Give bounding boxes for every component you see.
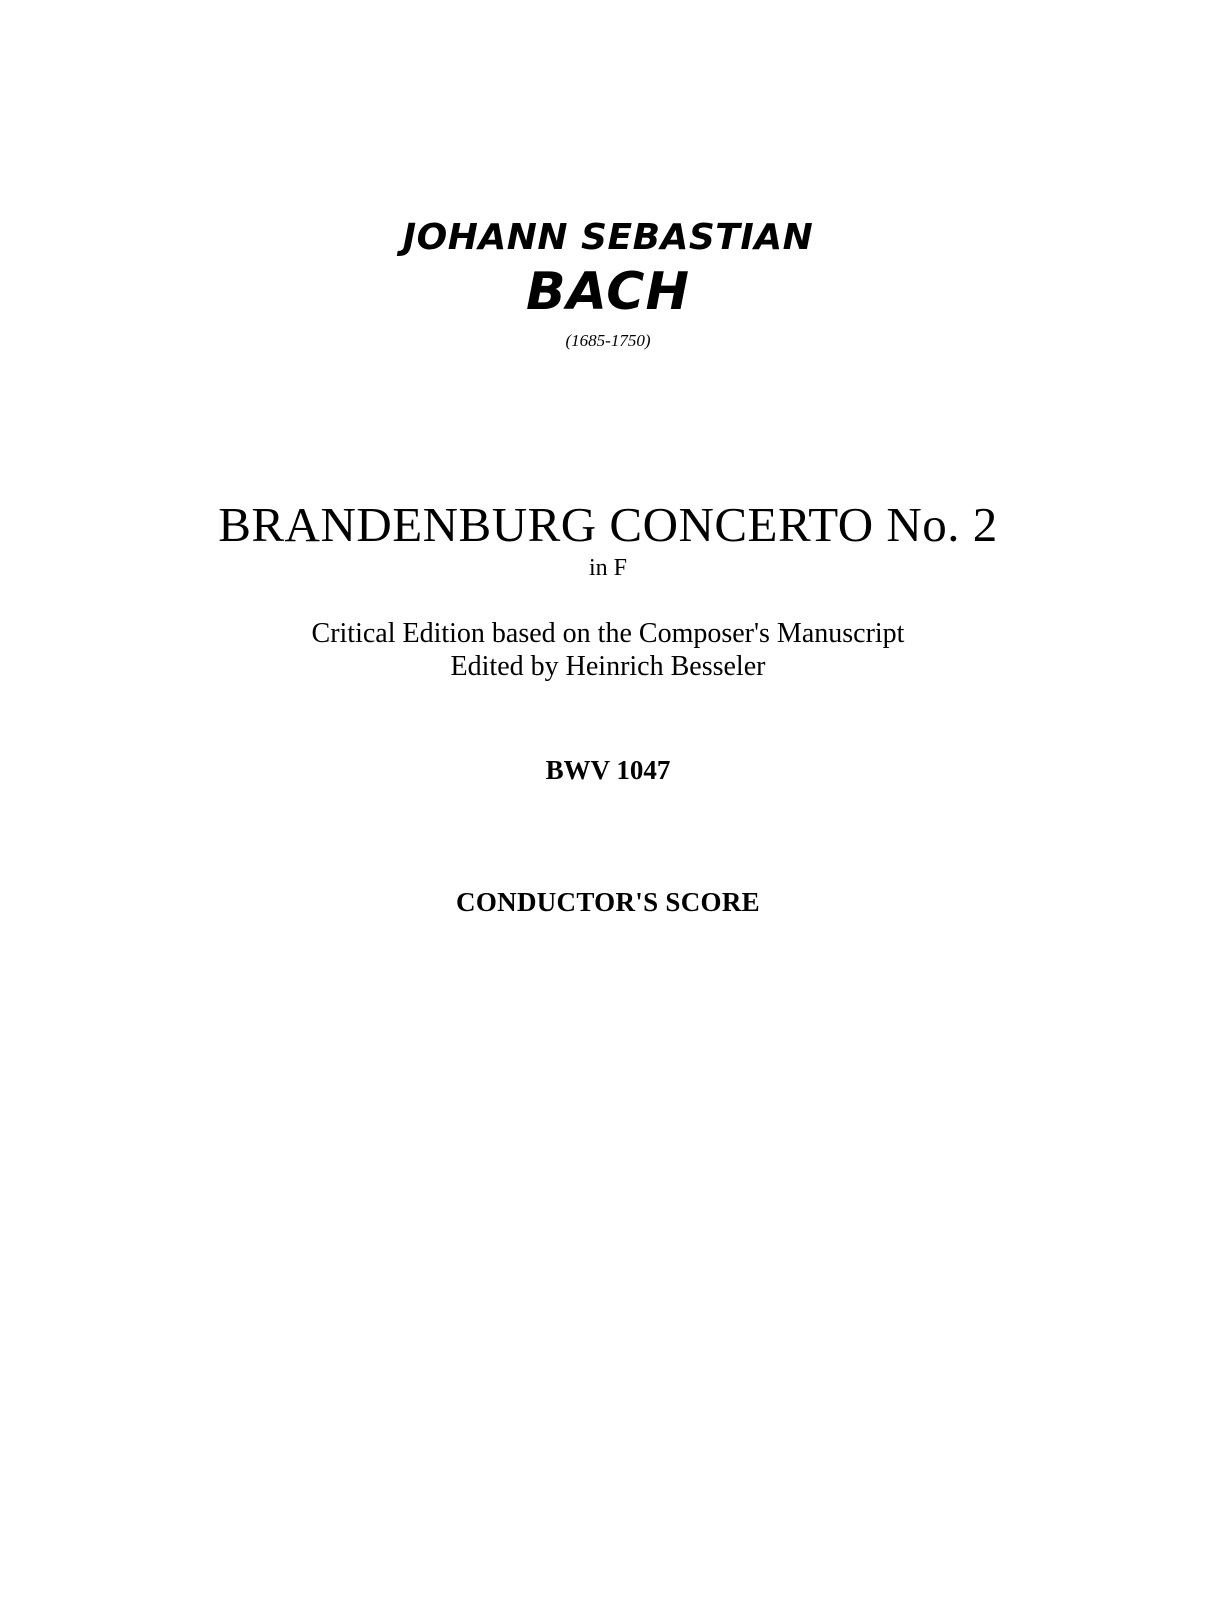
composer-last-name: BACH — [526, 262, 690, 322]
catalog-number: BWV 1047 — [545, 755, 671, 785]
edition-note: Critical Edition based on the Composer's Manuscript — [311, 618, 905, 649]
editor-note: Edited by Heinrich Besseler — [450, 651, 766, 682]
composer-first-names: JOHANN SEBASTIAN — [402, 217, 814, 258]
work-key: in F — [588, 555, 627, 581]
composer-dates: (1685-1750) — [565, 331, 651, 350]
work-title: BRANDENBURG CONCERTO No. 2 — [218, 497, 998, 552]
score-type: CONDUCTOR'S SCORE — [456, 887, 760, 917]
